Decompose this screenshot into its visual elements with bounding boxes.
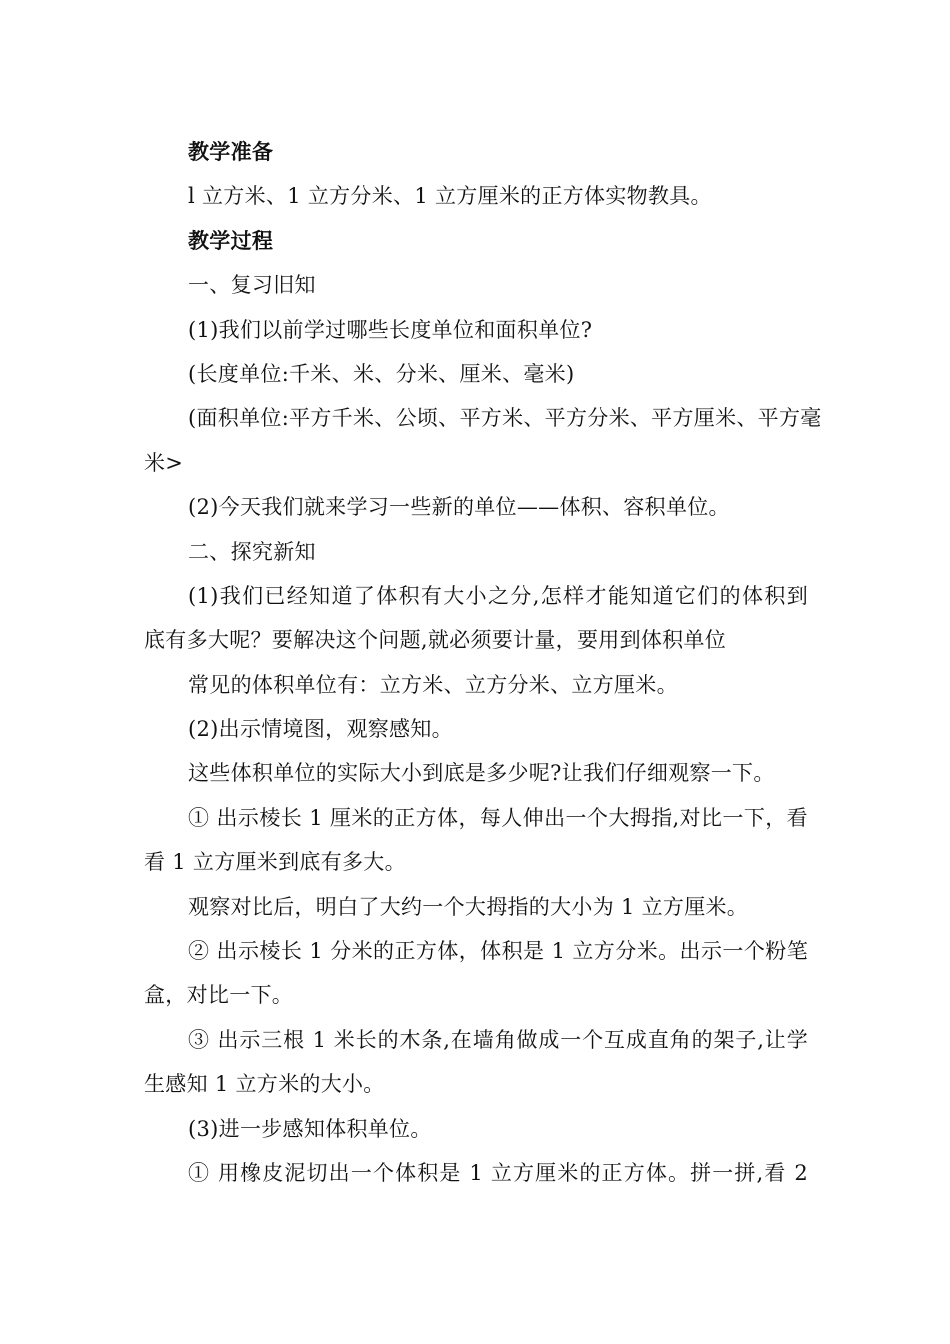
item2-line1: ② 出示棱长 1 分米的正方体，体积是 1 立方分米。出示一个粉笔: [188, 939, 808, 964]
prep-text: l 立方米、1 立方分米、1 立方厘米的正方体实物教具。: [188, 184, 712, 209]
explore-paragraph3: (3)进一步感知体积单位。: [188, 1116, 432, 1141]
heading-teaching-process: 教学过程: [188, 227, 274, 253]
review-question-1: (1)我们以前学过哪些长度单位和面积单位?: [188, 317, 593, 342]
explore-question: 这些体积单位的实际大小到底是多少呢?让我们仔细观察一下。: [188, 761, 775, 786]
item1-line2: 看 1 立方厘米到底有多大。: [144, 850, 406, 875]
explore-paragraph1-line2: 底有多大呢？要解决这个问题,就必须要计量，要用到体积单位: [144, 628, 727, 653]
review-question-2: (2)今天我们就来学习一些新的单位——体积、容积单位。: [188, 495, 730, 520]
item1-line1: ① 出示棱长 1 厘米的正方体，每人伸出一个大拇指,对比一下，看: [188, 805, 808, 830]
heading-teaching-prep: 教学准备: [188, 139, 274, 164]
item3-line2: 生感知 1 立方米的大小。: [144, 1072, 385, 1097]
length-units: (长度单位:千米、米、分米、厘米、毫米): [188, 361, 575, 386]
section1-title: 一、复习旧知: [188, 273, 316, 298]
explore-paragraph2: (2)出示情境图，观察感知。: [188, 717, 453, 742]
section2-title: 二、探究新知: [188, 539, 316, 564]
explore-paragraph1-line1: (1)我们已经知道了体积有大小之分,怎样才能知道它们的体积到: [188, 583, 808, 608]
item2-line2: 盒，对比一下。: [144, 983, 294, 1008]
item4-line1: ① 用橡皮泥切出一个体积是 1 立方厘米的正方体。拼一拼,看 2: [188, 1160, 808, 1185]
area-units-line1: (面积单位:平方千米、公顷、平方米、平方分米、平方厘米、平方毫: [188, 406, 822, 431]
item3-line1: ③ 出示三根 1 米长的木条,在墙角做成一个互成直角的架子,让学: [188, 1027, 808, 1052]
area-units-line2: 米>: [144, 450, 184, 475]
observation-text: 观察对比后，明白了大约一个大拇指的大小为 1 立方厘米。: [188, 894, 749, 919]
document-page: [144, 130, 822, 1195]
common-volume-units: 常见的体积单位有：立方米、立方分米、立方厘米。: [188, 672, 678, 697]
